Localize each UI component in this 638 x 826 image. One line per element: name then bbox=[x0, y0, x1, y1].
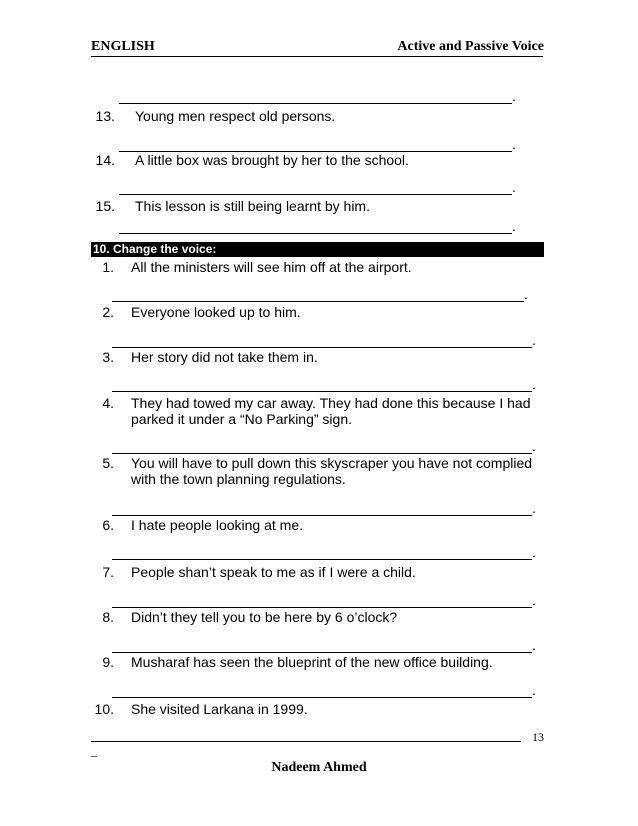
answer-blank[interactable]: . bbox=[112, 438, 536, 454]
answer-blank[interactable]: . bbox=[112, 544, 536, 560]
answer-blank[interactable]: . bbox=[112, 592, 536, 608]
item-text: She visited Larkana in 1999. bbox=[131, 701, 308, 717]
item-text: People shan’t speak to me as if I were a child. bbox=[131, 564, 416, 580]
item-number: 6. bbox=[102, 517, 114, 533]
answer-blank[interactable]: . bbox=[112, 637, 536, 653]
answer-blank[interactable]: . bbox=[119, 136, 516, 152]
item-number: 4. bbox=[102, 395, 114, 411]
item-text: A little box was brought by her to the school. bbox=[135, 152, 409, 168]
item-number: 9. bbox=[102, 654, 114, 670]
item-text-continued: with the town planning regulations. bbox=[131, 471, 346, 487]
answer-blank[interactable]: . bbox=[112, 376, 536, 392]
item-number: 5. bbox=[102, 455, 114, 471]
footer-rule bbox=[91, 741, 521, 742]
item-text: Musharaf has seen the blueprint of the new office building. bbox=[131, 654, 493, 670]
answer-blank[interactable]: . bbox=[112, 286, 528, 302]
answer-blank[interactable]: . bbox=[119, 88, 516, 104]
item-text: Her story did not take them in. bbox=[131, 349, 318, 365]
item-text: I hate people looking at me. bbox=[131, 517, 304, 533]
header-topic: Active and Passive Voice bbox=[397, 39, 544, 54]
answer-blank[interactable]: . bbox=[112, 500, 536, 516]
header-subject: ENGLISH bbox=[91, 39, 155, 54]
answer-blank[interactable]: . bbox=[119, 218, 516, 234]
item-text-continued: parked it under a “No Parking” sign. bbox=[131, 411, 352, 427]
footer-author: Nadeem Ahmed bbox=[271, 760, 367, 775]
item-text: All the ministers will see him off at the airport. bbox=[131, 259, 412, 275]
answer-blank[interactable]: . bbox=[112, 332, 536, 348]
answer-blank[interactable]: . bbox=[119, 179, 516, 195]
item-number: 3. bbox=[102, 349, 114, 365]
item-number: 8. bbox=[102, 609, 114, 625]
item-text: They had towed my car away. They had done this because I had bbox=[131, 395, 531, 411]
item-text: Young men respect old persons. bbox=[135, 108, 336, 124]
item-text: This lesson is still being learnt by him. bbox=[135, 198, 370, 214]
item-number: 14. bbox=[95, 152, 115, 168]
item-number: 15. bbox=[95, 198, 115, 214]
item-text: Everyone looked up to him. bbox=[131, 304, 301, 320]
item-number: 13. bbox=[95, 108, 115, 124]
item-number: 7. bbox=[102, 564, 114, 580]
item-text: You will have to pull down this skyscraper you have not complied bbox=[131, 455, 533, 471]
footer-dash: _ bbox=[91, 744, 97, 758]
section-header: 10. Change the voice: bbox=[91, 242, 544, 257]
item-number: 2. bbox=[102, 304, 114, 320]
item-number: 1. bbox=[102, 259, 114, 275]
page-number: 13 bbox=[532, 730, 544, 744]
item-number: 10. bbox=[94, 701, 114, 717]
header-rule bbox=[91, 56, 543, 57]
answer-blank[interactable]: . bbox=[112, 682, 536, 698]
item-text: Didn’t they tell you to be here by 6 o’clock? bbox=[131, 609, 398, 625]
